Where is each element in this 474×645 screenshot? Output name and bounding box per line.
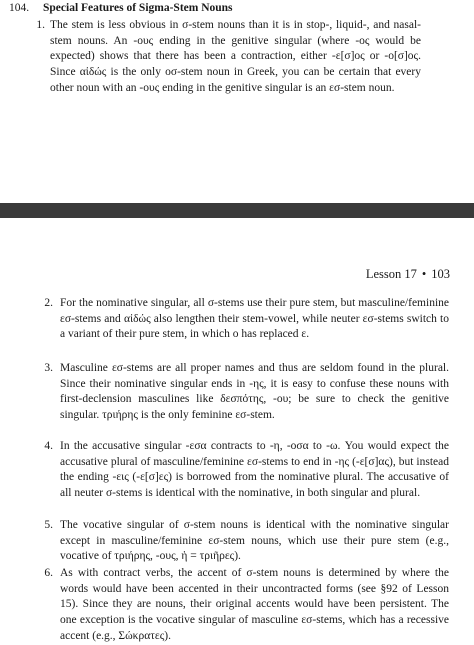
item-number: 6.: [44, 567, 53, 579]
page-divider: [0, 203, 474, 218]
running-head-bullet: •: [421, 267, 427, 281]
item-number: 4.: [44, 440, 53, 452]
section-number: 104.: [9, 2, 30, 14]
item-number: 2.: [44, 297, 53, 309]
item-number: 1.: [36, 19, 45, 31]
running-head: [366, 267, 450, 282]
section-heading: [9, 2, 233, 14]
section-title: Special Features of Sigma-Stem Nouns: [43, 2, 233, 14]
item-number: 3.: [44, 362, 53, 374]
item-text: Masculine εσ-stems are all proper names and thus are seldom found in the plural. Since their nominative singular ends in -ης, it is easy to confuse these nouns with first-declension masculines like δεσπότης, -ου; be sure to check the genitive singular. τριήρης is the only feminine εσ-stem.: [60, 362, 449, 422]
running-head-lesson: Lesson 17: [365, 267, 417, 281]
item-text: As with contract verbs, the accent of σ-stem nouns is determined by where the words would have been accented in their uncontracted forms (see §92 of Lesson 15). Since they are nouns, their original accents would have been persistent. The one exception is the vocative singular of masculine εσ-stems, which has a recessive accent (e.g., Σώκρατες).: [60, 567, 449, 642]
item-text: In the accusative singular -εσα contracts to -η, -οσα to -ω. You would expect the accusative plural of masculine/feminine εσ-stems to end in -ης (-ε[σ]ας), but instead the ending -εις (-ε[σ]ες) is borrowed from the nominative plural. The accusative of all neuter σ-stems is identical with the nominative, in both singular and plural.: [60, 440, 449, 500]
page-fragment-top: [0, 0, 474, 203]
item-number: 5.: [44, 519, 53, 531]
item-text: The stem is less obvious in σ-stem nouns than it is in stop-, liquid-, and nasal-stem nouns. An -ους ending in the genitive singular (where -ος would be expected) shows that there has been a contraction, either -ε[σ]ος or -ο[σ]ος. Since αἰδώς is the only οσ-stem noun in Greek, you can be certain that every other noun with an -ους ending in the genitive singular is an εσ-stem noun.: [50, 19, 421, 94]
page-number: 103: [431, 267, 450, 281]
item-text: For the nominative singular, all σ-stems use their pure stem, but masculine/feminine εσ-stems and αἰδώς also lengthen their stem-vowel, while neuter εσ-stems switch to a variant of their pure stem, in which ο has replaced ε.: [60, 297, 449, 341]
item-text: The vocative singular of σ-stem nouns is identical with the nominative singular except in masculine/feminine εσ-stem nouns, which use their pure stem (e.g., vocative of τριήρης, -ους, ἡ = τριῆρες).: [60, 519, 449, 563]
